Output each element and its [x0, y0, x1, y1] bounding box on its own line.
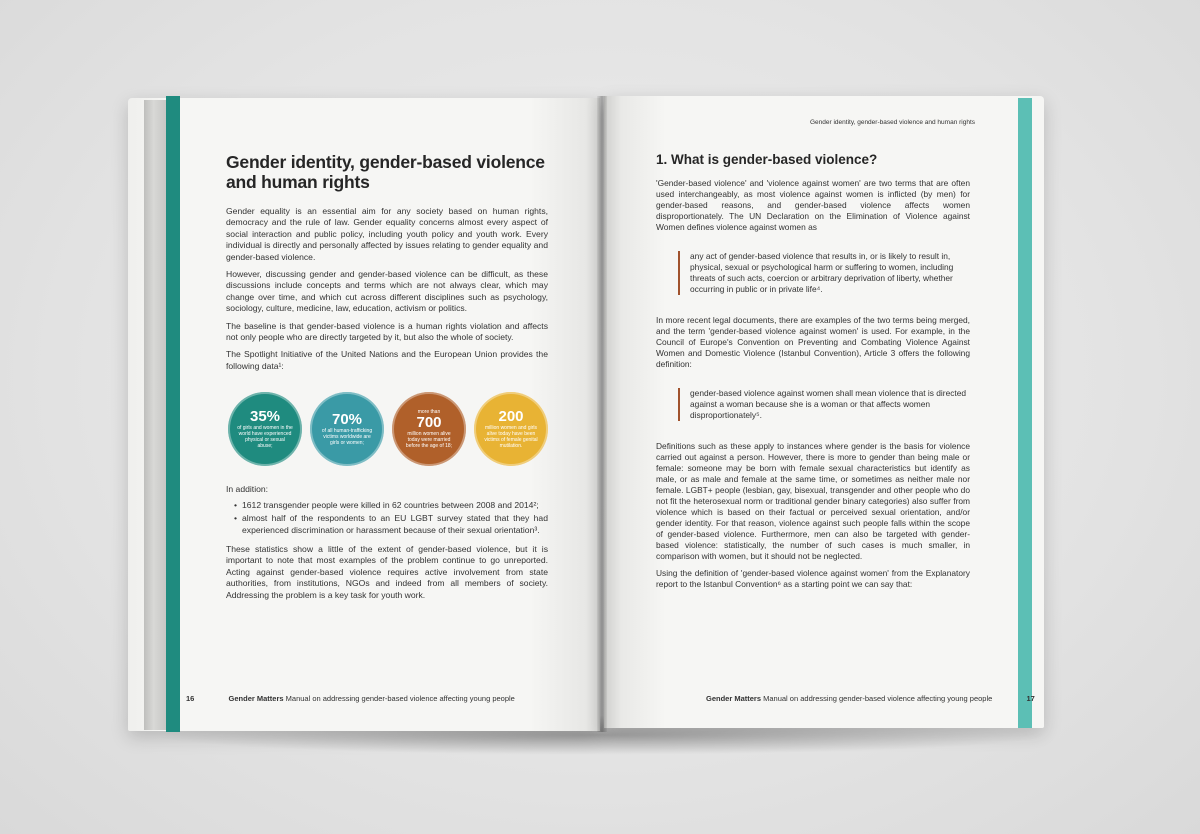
paragraph: However, discussing gender and gender-based violence can be difficult, as these discussions include concepts and terms which are not always clear, which may change over time, and which cut across different disciplines such as psychology, sociology, culture, medicine, law, education, activism or politics. [226, 269, 548, 314]
stat-circle [310, 392, 384, 466]
footer-subtitle: Manual on addressing gender-based violence affecting young people [285, 694, 515, 703]
page-number: 17 [1026, 694, 1035, 703]
left-page-content [226, 152, 548, 607]
left-accent-bar [166, 96, 180, 732]
closing-paragraph: These statistics show a little of the extent of gender-based violence, but it is important to note that most examples of the problem continue to go unreported. Acting against gender-based violence requires active involvement from state authorities, from institutions, NGOs and indeed from all members of society. Addressing the problem is a key task for youth work. [226, 543, 548, 600]
footer-subtitle: Manual on addressing gender-based violence affecting young people [763, 694, 993, 703]
right-accent-bar [1018, 98, 1032, 728]
footer-title: Gender Matters [706, 694, 762, 703]
footer-title: Gender Matters [228, 694, 284, 703]
book-spine [597, 96, 607, 732]
stat-circle [392, 392, 466, 466]
paragraph: 'Gender-based violence' and 'violence against women' are two terms that are often used interchangeably, as most violence against women is inflicted (by men) for gender-based reasons, and gender-based violence affects women disproportionately. The UN Declaration on the Elimination of Violence against Women defines violence against women as [656, 178, 970, 232]
page-number: 16 [186, 694, 195, 703]
stat-number: 700 [416, 414, 442, 432]
list-item: • 1612 transgender people were killed in 62 countries between 2008 and 2014²; [236, 500, 548, 511]
paragraph: In more recent legal documents, there are examples of the two terms being merged, and the term 'gender-based violence against women' is used. For example, in the Council of Europe's Convention on Preventing and Combating Violence Against Women and Domestic Violence (Istanbul Convention), Article 3 offers the following definition: [656, 315, 970, 369]
stat-number: 70% [331, 411, 363, 429]
stat-description: million women alive today were married before the age of 18; [405, 431, 453, 450]
stat-description: of girls and women in the world have experienced physical or sexual abuse; [237, 425, 293, 450]
stat-prefix: more than [417, 409, 441, 416]
paragraph: Definitions such as these apply to instances where gender is the basis for violence carried out against a person. However, there is more to gender than being male or female: someone may be born with female sexual characteristics but identify as male, or as male and female at the same time, or sometimes as neither male nor female. LGBT+ people (lesbian, gay, bisexual, transgender and other people who do not fit the heterosexual norm or traditional gender binary categories) also suffer from violence which is based on their factual or perceived sexual orientation, and/or gender identity. For that reason, violence against such people falls within the scope of gender-based violence. Furthermore, men can also be targeted with gender-based violence: statistically, the number of such cases is much smaller, in comparison with women, but it should not be neglected. [656, 441, 970, 561]
right-footer [706, 694, 1035, 703]
stat-description: million women and girls alive today have been victims of female genital mutilation. [484, 425, 538, 450]
stat-number: 200 [498, 408, 524, 426]
paragraph: Using the definition of 'gender-based violence against women' from the Explanatory report to the Istanbul Convention⁶ as a starting point we can say that: [656, 568, 970, 589]
running-head: Gender identity, gender-based violence and human rights [810, 119, 976, 126]
stat-number: 35% [249, 408, 281, 426]
stat-circle [228, 392, 302, 466]
right-page-content [656, 152, 970, 596]
stat-circle [474, 392, 548, 466]
left-footer [186, 694, 515, 703]
paragraph: The baseline is that gender-based violence is a human rights violation and affects not only people who are directly targeted by it, but also the whole of society. [226, 320, 548, 343]
paragraph: The Spotlight Initiative of the United Nations and the European Union provides the following data¹: [226, 349, 548, 371]
bullet-list [226, 500, 548, 536]
statistics-infographic [228, 392, 548, 466]
stat-description: of all human-trafficking victims worldwide are girls or women; [321, 428, 373, 447]
chapter-title: Gender identity, gender-based violence and human rights [226, 152, 545, 192]
paragraph: Gender equality is an essential aim for any society based on human rights, democracy and the rule of law. Gender equality concerns almost every aspect of social interaction and public policy, including youth policy and youth work. Every individual is directly and personally affected by issues relating to gender equality and gender-based violence. [226, 206, 548, 262]
block-quote: gender-based violence against women shall mean violence that is directed against a woman because she is a woman or that affects women disproportionately⁵. [678, 388, 970, 421]
section-heading: 1. What is gender-based violence? [656, 152, 878, 167]
list-item: • almost half of the respondents to an EU LGBT survey stated that they had experienced discrimination or harassment because of their sexual orientation³. [236, 513, 548, 536]
block-quote: any act of gender-based violence that results in, or is likely to result in, physical, sexual or psychological harm or suffering to women, including threats of such acts, coercion or arbitrary deprivation of liberty, whether occurring in public or in private life⁴. [678, 251, 970, 295]
addition-label: In addition: [226, 484, 269, 495]
page-edges [144, 100, 168, 730]
